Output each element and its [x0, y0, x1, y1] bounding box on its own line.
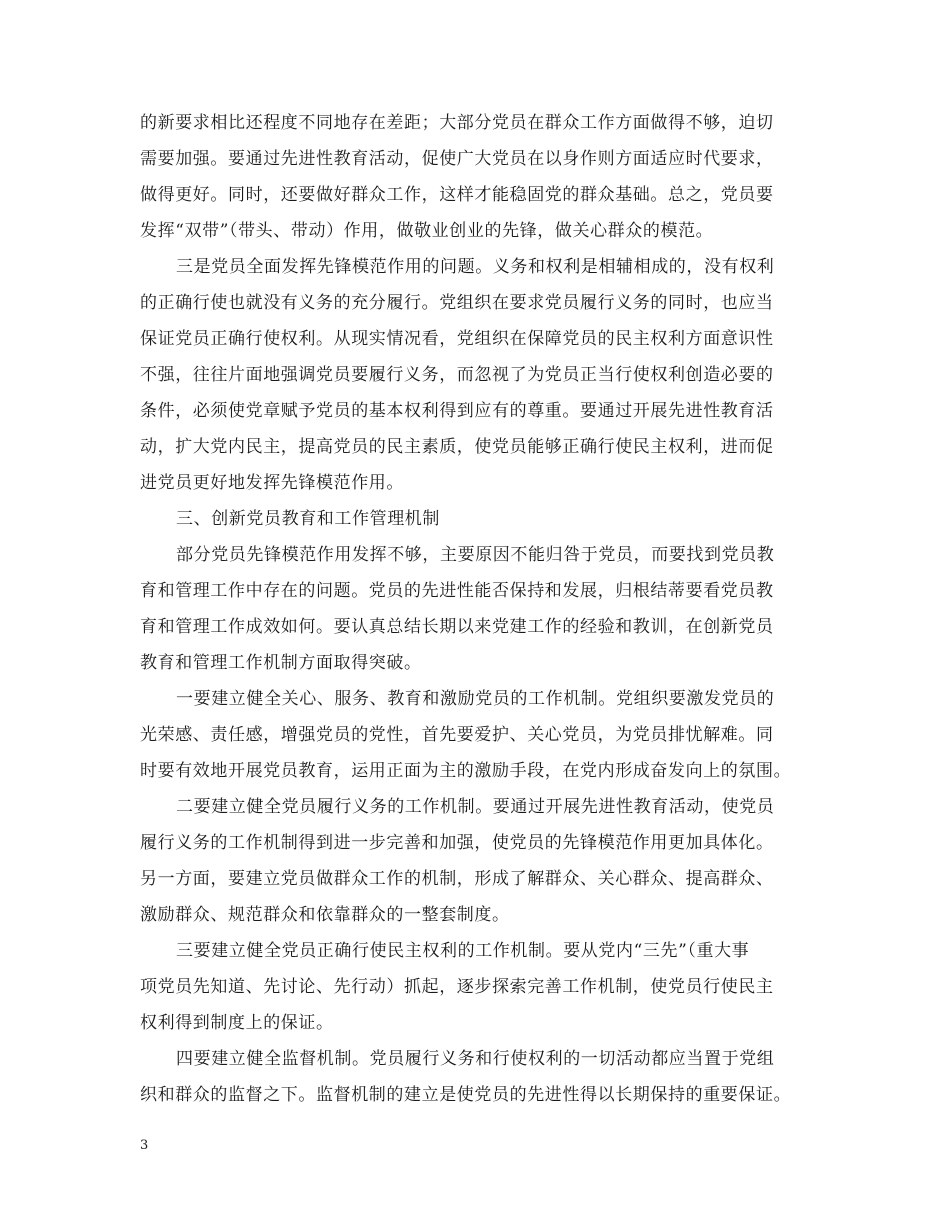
text-line: 需要加强。要通过先进性教育活动，促使广大党员在以身作则方面适应时代要求， — [140, 149, 774, 169]
text-line: 光荣感、责任感，增强党员的党性，首先要爱护、关心党员，为党员排忧解难。同 — [140, 725, 774, 745]
text-line: 权利得到制度上的保证。 — [140, 1013, 334, 1033]
text-line: 进党员更好地发挥先锋模范作用。 — [140, 473, 404, 493]
text-line: 激励群众、规范群众和依靠群众的一整套制度。 — [140, 905, 510, 925]
text-line: 部分党员先锋模范作用发挥不够，主要原因不能归咎于党员，而要找到党员教 — [176, 545, 775, 565]
section-heading: 三、创新党员教育和工作管理机制 — [176, 509, 440, 529]
text-line: 育和管理工作中存在的问题。党员的先进性能否保持和发展，归根结蒂要看党员教 — [140, 581, 774, 601]
text-line: 时要有效地开展党员教育，运用正面为主的激励手段，在党内形成奋发向上的氛围。 — [140, 761, 792, 781]
text-line: 不强，往往片面地强调党员要履行义务，而忽视了为党员正当行使权利创造必要的 — [140, 365, 774, 385]
text-line: 教育和管理工作机制方面取得突破。 — [140, 653, 422, 673]
text-line: 项党员先知道、先讨论、先行动）抓起，逐步探索完善工作机制，使党员行使民主 — [140, 977, 774, 997]
text-line: 三要建立健全党员正确行使民主权利的工作机制。要从党内“三先”（重大事 — [176, 941, 750, 961]
text-line: 二要建立健全党员履行义务的工作机制。要通过开展先进性教育活动，使党员 — [176, 797, 775, 817]
text-line: 履行义务的工作机制得到进一步完善和加强，使党员的先锋模范作用更加具体化。 — [140, 833, 774, 853]
text-line: 育和管理工作成效如何。要认真总结长期以来党建工作的经验和教训，在创新党员 — [140, 617, 774, 637]
text-line: 保证党员正确行使权利。从现实情况看，党组织在保障党员的民主权利方面意识性 — [140, 329, 774, 349]
text-line: 四要建立健全监督机制。党员履行义务和行使权利的一切活动都应当置于党组 — [176, 1049, 775, 1069]
text-line: 另一方面，要建立党员做群众工作的机制，形成了解群众、关心群众、提高群众、 — [140, 869, 774, 889]
text-line: 织和群众的监督之下。监督机制的建立是使党员的先进性得以长期保持的重要保证。 — [140, 1085, 792, 1105]
text-line: 的新要求相比还程度不同地存在差距；大部分党员在群众工作方面做得不够，迫切 — [140, 113, 774, 133]
text-line: 一要建立健全关心、服务、教育和激励党员的工作机制。党组织要激发党员的 — [176, 689, 775, 709]
page-number: 3 — [140, 1138, 149, 1153]
text-line: 做得更好。同时，还要做好群众工作，这样才能稳固党的群众基础。总之，党员要 — [140, 185, 774, 205]
text-line: 的正确行使也就没有义务的充分履行。党组织在要求党员履行义务的同时，也应当 — [140, 293, 774, 313]
text-line: 动，扩大党内民主，提高党员的民主素质，使党员能够正确行使民主权利，进而促 — [140, 437, 774, 457]
text-line: 条件，必须使党章赋予党员的基本权利得到应有的尊重。要通过开展先进性教育活 — [140, 401, 774, 421]
text-line: 三是党员全面发挥先锋模范作用的问题。义务和权利是相辅相成的，没有权利 — [176, 257, 775, 277]
text-line: 发挥“双带”（带头、带动）作用，做敬业创业的先锋，做关心群众的模范。 — [140, 221, 714, 241]
